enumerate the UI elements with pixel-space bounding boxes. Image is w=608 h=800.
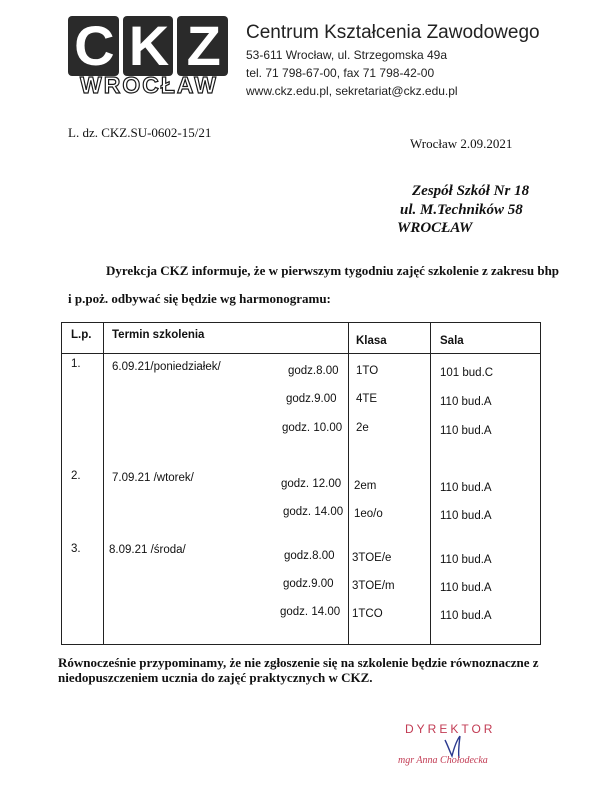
schedule-table [61,322,541,645]
table-row-time: godz.9.00 [283,578,334,590]
ckz-logo [68,16,228,76]
header-term: Termin szkolenia [112,329,205,341]
header-room: Sala [440,335,464,347]
footer-text: niedopuszczeniem ucznia do zajęć praktycznych w CKZ. [58,670,373,685]
intro-text: i p.poż. odbywać się będzie wg harmonogramu: [68,291,331,306]
signature-title: DYREKTOR [405,722,496,736]
table-row-room: 110 bud.A [440,510,492,522]
table-row-class: 3TOE/e [352,552,392,564]
table-row-room: 110 bud.A [440,425,492,437]
institution-phone: tel. 71 798-67-00, fax 71 798-42-00 [246,66,435,80]
table-row-room: 110 bud.A [440,482,492,494]
table-row-time: godz.8.00 [284,550,335,562]
group-day: 7.09.21 /wtorek/ [112,472,194,484]
logo-letter: Z [177,16,228,76]
intro-text: Dyrekcja CKZ informuje, że w pierwszym tygodniu zajęć szkolenie z zakresu bhp [106,263,560,278]
table-row-room: 101 bud.C [440,367,494,379]
table-row-time: godz. 12.00 [281,478,342,490]
recipient-line: Zespół Szkół Nr 18 [412,183,530,199]
table-row-time: godz. 10.00 [282,422,343,434]
logo-letter: K [123,16,174,76]
table-row-class: 1TCO [352,608,383,620]
group-lp: 2. [71,470,81,482]
table-row-room: 110 bud.A [440,610,492,622]
table-row-time: godz.9.00 [286,393,337,405]
header-class: Klasa [356,335,387,347]
reference-number: L. dz. CKZ.SU-0602-15/21 [68,125,212,140]
group-lp: 3. [71,543,81,555]
table-row-class: 3TOE/m [352,580,395,592]
institution-web: www.ckz.edu.pl, sekretariat@ckz.edu.pl [246,84,458,98]
table-row-room: 110 bud.A [440,582,492,594]
table-row-class: 1eo/o [354,508,383,520]
table-row-class: 2e [356,422,369,434]
table-row-time: godz.8.00 [288,365,339,377]
table-row-room: 110 bud.A [440,396,492,408]
signature-name: mgr Anna Chołodecka [398,755,488,766]
recipient-line: ul. M.Techników 58 [400,202,523,218]
group-day: 8.09.21 /środa/ [109,544,186,556]
recipient-line: WROCŁAW [397,220,473,236]
group-lp: 1. [71,358,81,370]
logo-city: WROCŁAW [80,72,218,98]
institution-name: Centrum Kształcenia Zawodowego [246,22,540,43]
table-row-room: 110 bud.A [440,554,492,566]
table-row-time: godz. 14.00 [280,606,341,618]
group-day: 6.09.21/poniedziałek/ [112,361,221,373]
institution-address: 53-611 Wrocław, ul. Strzegomska 49a [246,48,447,62]
table-row-class: 2em [354,480,377,492]
footer-text: Równocześnie przypominamy, że nie zgłoszenie się na szkolenie będzie równoznaczne z [58,655,539,670]
table-row-class: 4TE [356,393,378,405]
table-row-time: godz. 14.00 [283,506,344,518]
logo-letter: C [68,16,119,76]
table-row-class: 1TO [356,365,379,377]
letter-date: Wrocław 2.09.2021 [410,136,513,151]
header-lp: L.p. [71,329,92,341]
